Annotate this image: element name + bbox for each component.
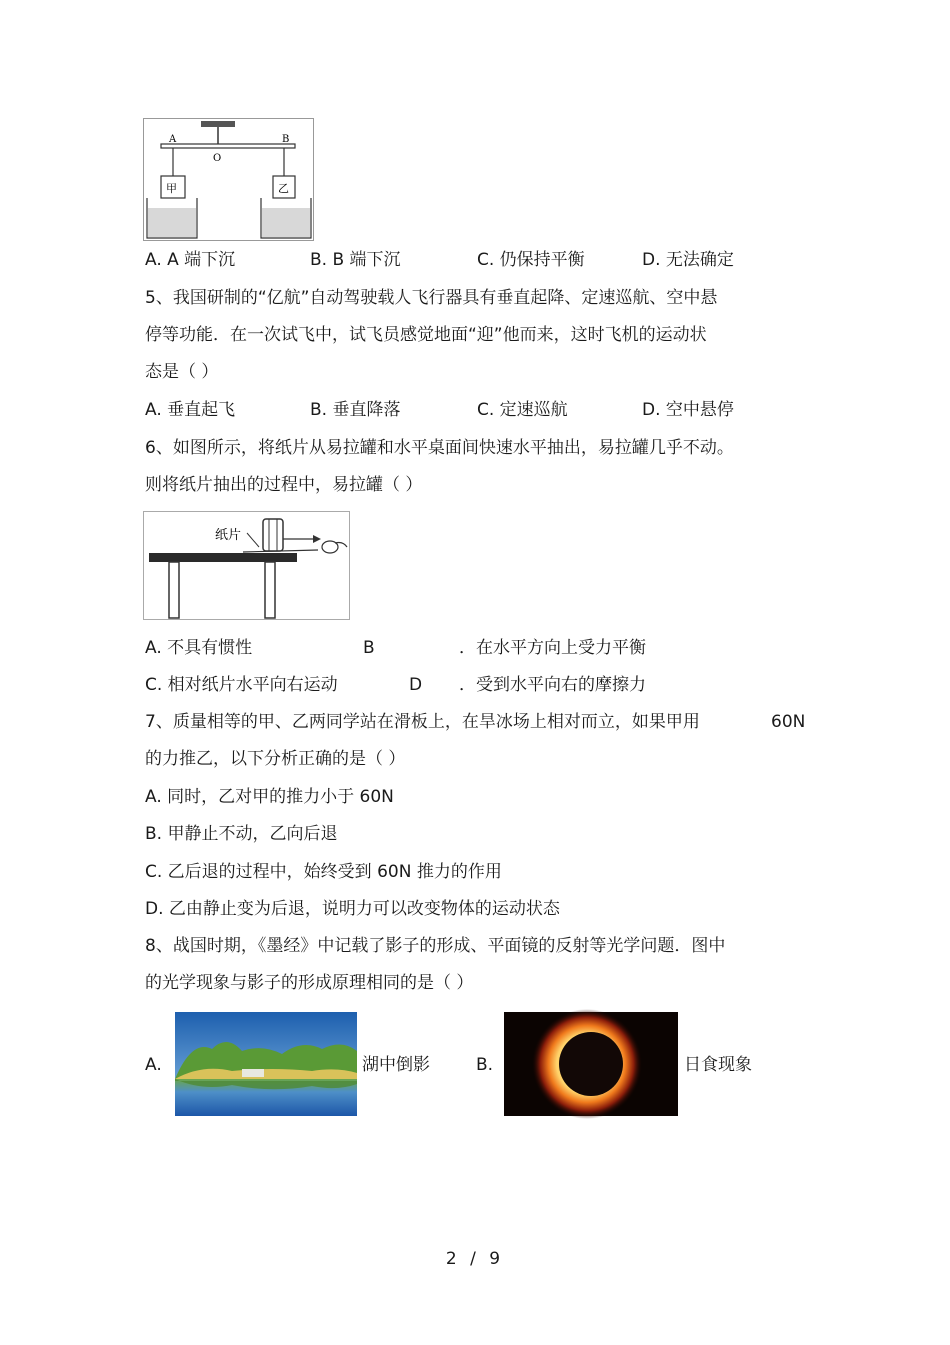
- q8-stem-line2: 的光学现象与影子的形成原理相同的是（ ）: [145, 973, 474, 993]
- q4-option-d: D. 无法确定: [642, 250, 734, 270]
- paper-can-table-figure: [143, 511, 351, 621]
- q7-stem-line1: 7、质量相等的甲、乙两同学站在滑板上，在旱冰场上相对而立，如果甲用: [145, 712, 700, 732]
- label-a: A: [169, 134, 177, 145]
- q6-option-c: C. 相对纸片水平向右运动: [145, 675, 338, 695]
- q4-option-a: A. A 端下沉: [145, 250, 236, 270]
- page-number: 2 / 9: [445, 1249, 505, 1269]
- paper-label: 纸片: [215, 528, 242, 543]
- label-yi: 乙: [278, 182, 289, 195]
- label-jia: 甲: [166, 182, 177, 195]
- label-o: O: [213, 153, 222, 164]
- q4-option-c: C. 仍保持平衡: [477, 250, 585, 270]
- q8-option-b-letter: B.: [476, 1055, 494, 1075]
- q8-option-b-text: 日食现象: [684, 1055, 752, 1075]
- q7-option-d: D. 乙由静止变为后退，说明力可以改变物体的运动状态: [145, 899, 560, 919]
- q7-option-b: B. 甲静止不动，乙向后退: [145, 824, 338, 844]
- q5-option-d: D. 空中悬停: [642, 400, 734, 420]
- solar-eclipse-photo: [501, 1009, 681, 1119]
- q7-option-c: C. 乙后退的过程中，始终受到 60N 推力的作用: [145, 862, 502, 882]
- lever-balance-figure: [143, 118, 315, 242]
- q5-stem-line3: 态是（ ）: [145, 362, 219, 382]
- q5-option-b: B. 垂直降落: [310, 400, 401, 420]
- q7-option-a: A. 同时，乙对甲的推力小于 60N: [145, 787, 394, 807]
- q6-option-a: A. 不具有惯性: [145, 638, 253, 658]
- q6-stem-line1: 6、如图所示，将纸片从易拉罐和水平桌面间快速水平抽出，易拉罐几乎不动。: [145, 438, 734, 458]
- q7-stem-line2: 的力推乙，以下分析正确的是（ ）: [145, 749, 406, 769]
- q4-option-b: B. B 端下沉: [310, 250, 401, 270]
- q5-option-a: A. 垂直起飞: [145, 400, 236, 420]
- q6-stem-line2: 则将纸片抽出的过程中，易拉罐（ ）: [145, 475, 423, 495]
- q8-option-a-text: 湖中倒影: [362, 1055, 430, 1075]
- q5-stem-line2: 停等功能．在一次试飞中，试飞员感觉地面“迎”他而来，这时飞机的运动状: [145, 325, 707, 345]
- q8-option-a-letter: A.: [145, 1055, 162, 1075]
- q6-option-b-text: ．在水平方向上受力平衡: [459, 638, 646, 658]
- q5-stem-line1: 5、我国研制的“亿航”自动驾驶载人飞行器具有垂直起降、定速巡航、空中悬: [145, 288, 718, 308]
- q6-option-d-text: ．受到水平向右的摩擦力: [459, 675, 646, 695]
- q6-option-b-letter: B: [363, 638, 375, 658]
- q6-option-d-letter: D: [409, 675, 423, 695]
- q5-option-c: C. 定速巡航: [477, 400, 568, 420]
- lake-reflection-photo: [172, 1009, 360, 1119]
- q7-stem-line1-tail: 60N: [771, 712, 806, 732]
- label-b: B: [282, 134, 290, 145]
- q8-stem-line1: 8、战国时期，《墨经》中记载了影子的形成、平面镜的反射等光学问题．图中: [145, 936, 726, 956]
